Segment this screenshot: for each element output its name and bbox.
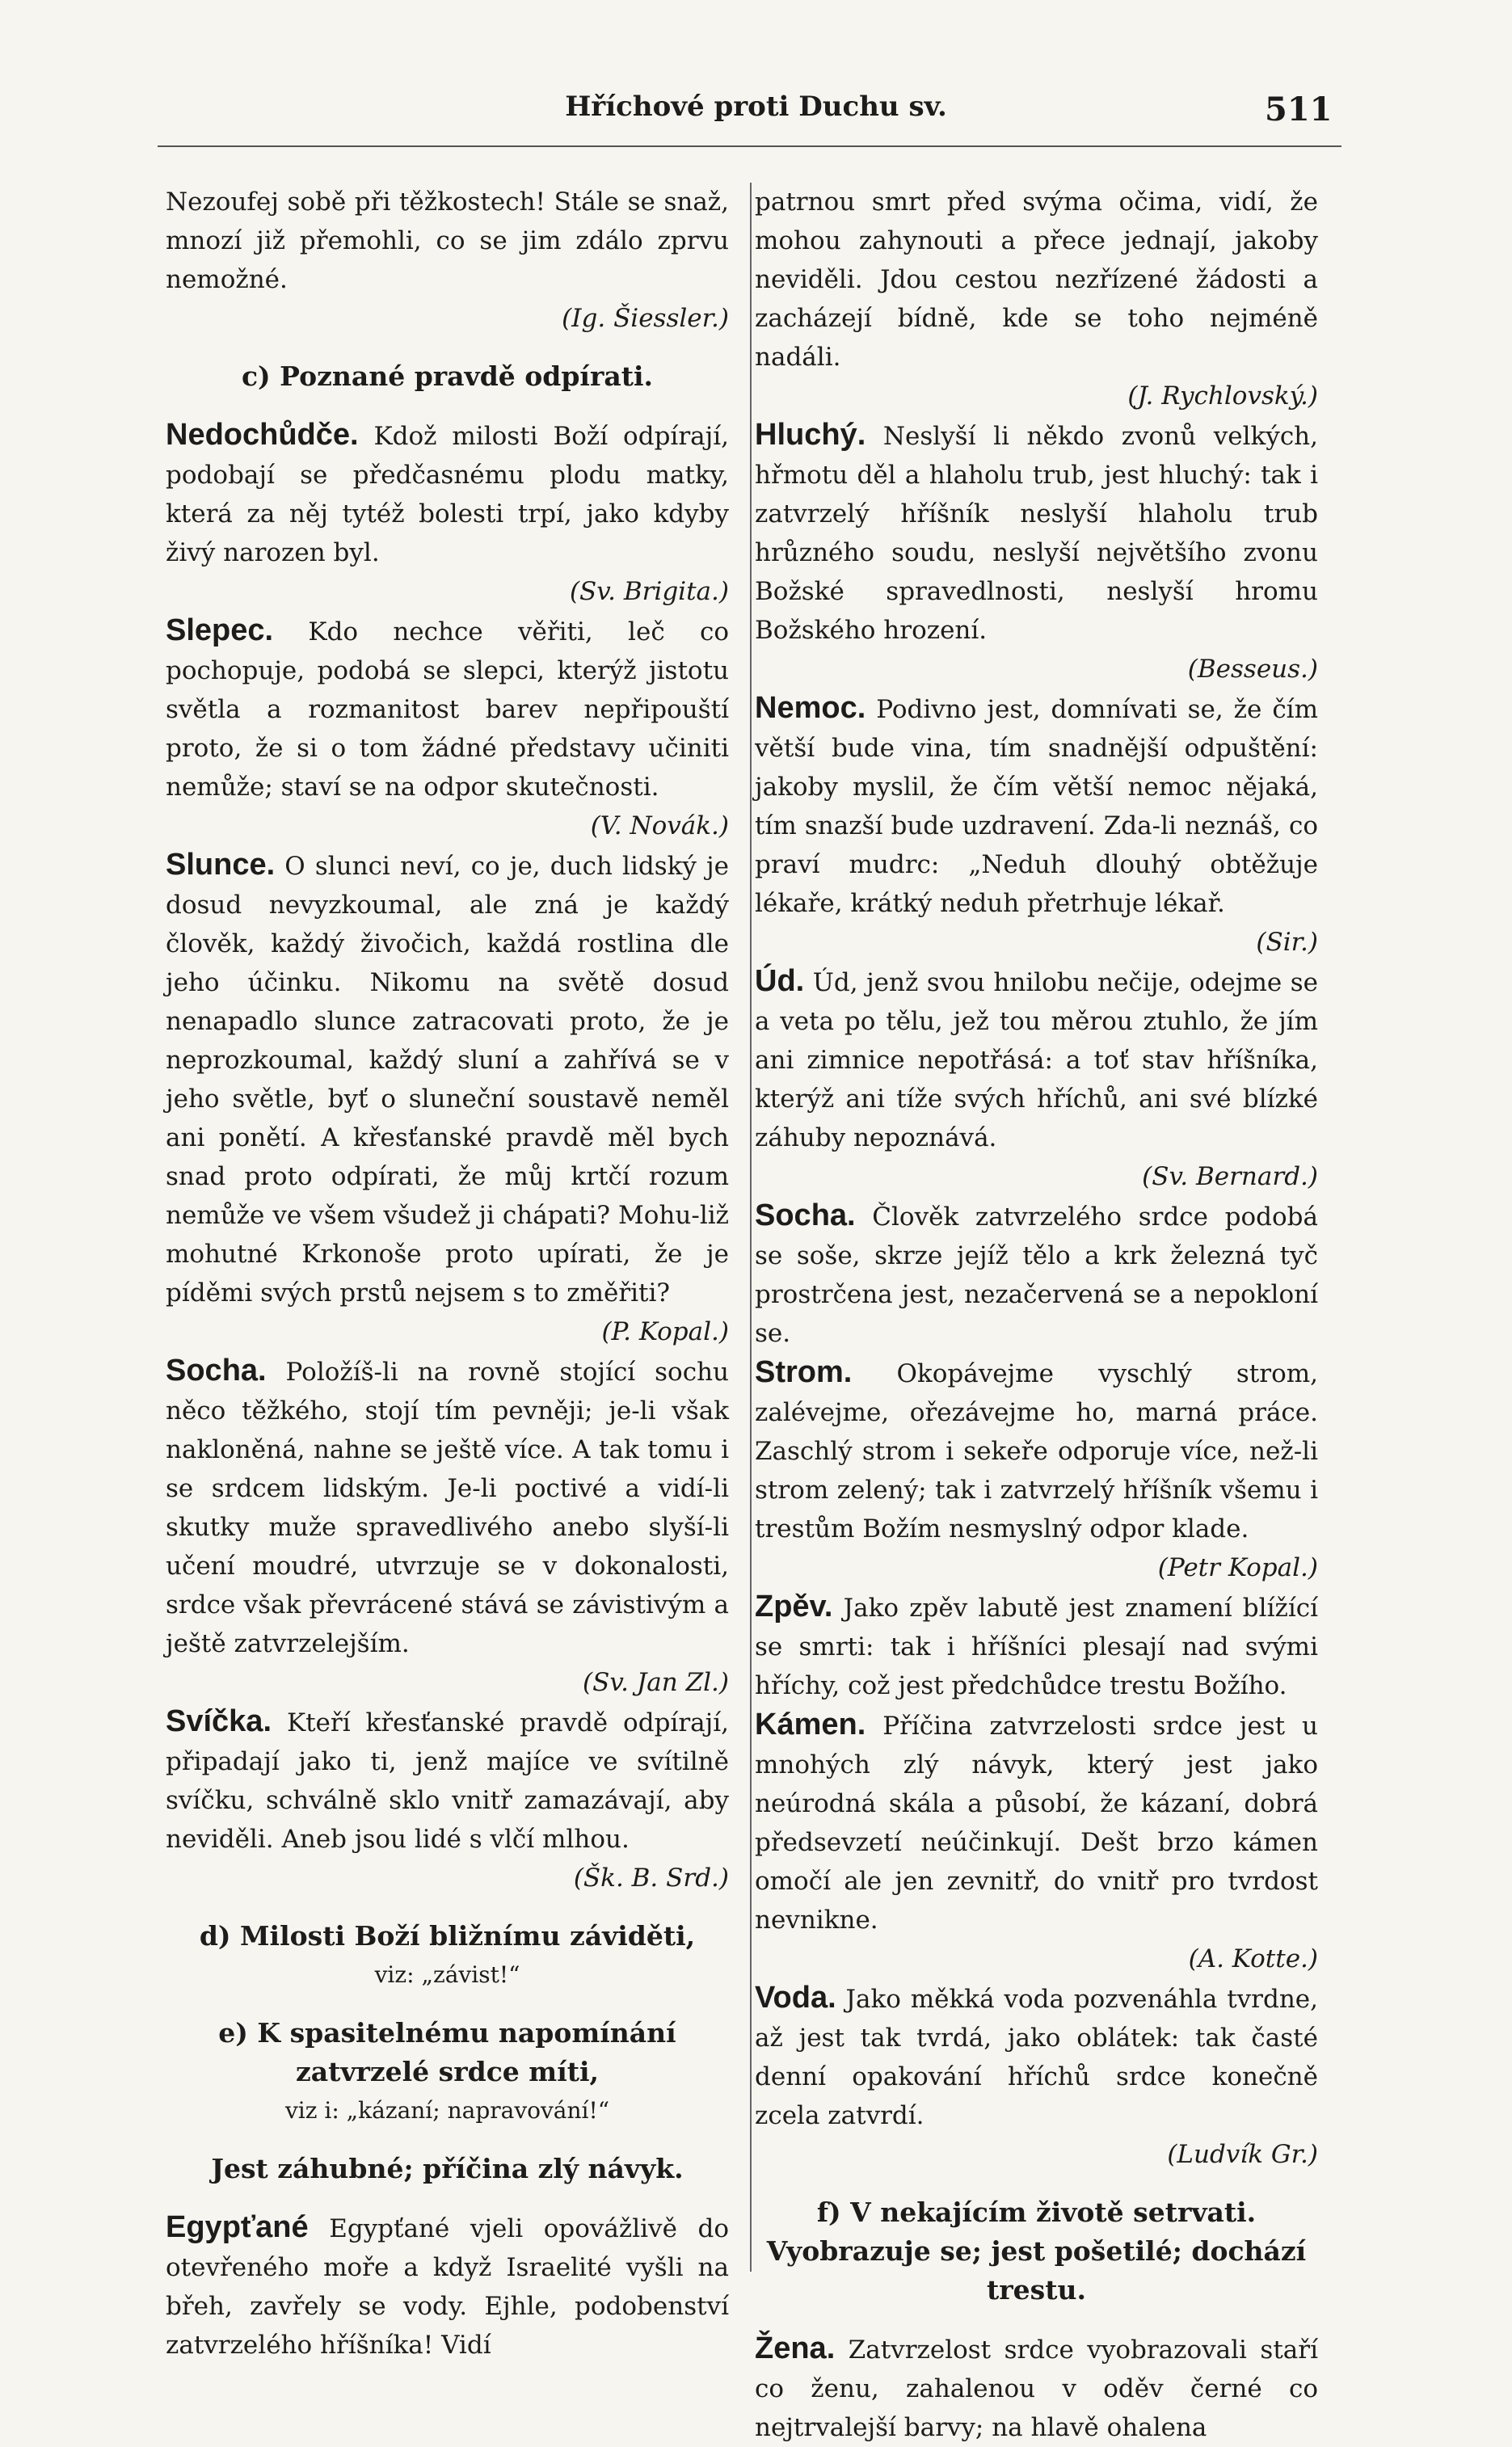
entry-keyword: Nedochůdče. (166, 418, 359, 452)
entry-text: O slunci neví, co je, duch lidský je dosud nevyzkoumal, ale zná je každý člověk, každý živočich, každá rostlina dle jeho účinku. Nikomu na světě dosud nenapadlo slunce zatracovati proto, že je neprozkoumal, každý sluní a zahřívá se v jeho světle, byť o sluneční soustavě neměl ani ponětí. A křesťanské pravdě měl bych snad proto odpírati, že můj krtčí rozum nemůže ve všem všudež ji chápati? Mohu-liž mohutné Krkonoše proto upírati, že je píděmi svých prstů nejsem s to změřiti? (166, 852, 729, 1308)
source-citation: (Sv. Bernard.) (1142, 1162, 1318, 1191)
entry-text: Kteří křesťanské pravdě odpírají, připadají jako ti, jenž majíce ve svítilně svíčku, schválně sklo vnitř zamazávají, aby neviděli. Aneb jsou lidé s vlčí mlhou. (166, 1708, 730, 1854)
section-heading: f) V nekajícím životě setrvati. Vyobrazuje se; jest pošetilé; dochází trestu. (766, 2196, 1307, 2306)
entry-keyword: Úd. (755, 964, 805, 998)
right-column (755, 183, 1318, 2447)
entry-keyword: Slunce. (166, 848, 276, 882)
running-title: Hříchové proti Duchu sv. (565, 91, 947, 123)
section-heading (166, 1917, 729, 1994)
column-separator (750, 183, 752, 2272)
entry (755, 1353, 1318, 1587)
entry-keyword: Strom. (755, 1355, 853, 1389)
entry (166, 611, 729, 845)
entry-keyword: Egypťané (166, 2210, 309, 2244)
entry (166, 845, 729, 1351)
entry (166, 415, 729, 611)
entry-keyword: Hluchý. (755, 418, 866, 452)
source-citation: (J. Rychlovský.) (1127, 381, 1318, 411)
entry (166, 2208, 729, 2365)
cross-reference: viz i: „kázaní; napravování!“ (284, 2097, 610, 2124)
entry-keyword: Kámen. (755, 1708, 866, 1742)
source-citation: (Sv. Brigita.) (569, 577, 729, 606)
entry-keyword: Svíčka. (166, 1704, 272, 1738)
section-title: e) K spasitelnému napomínání zatvrzelé srdce míti, (218, 2017, 676, 2087)
entry (755, 2329, 1318, 2447)
source-citation: (Ig. Šiessler.) (562, 304, 729, 333)
entry-keyword: Zpěv. (755, 1590, 833, 1624)
entry-text: Člověk zatvrzelého srdce podobá se soše, skrze jejíž tělo a krk železná tyč prostrčena jest, nezačervená se a nepokloní se. (755, 1202, 1319, 1348)
cross-reference: viz: „závist!“ (374, 1961, 520, 1988)
page-header (0, 91, 1512, 139)
entry-text: patrnou smrt před svýma očima, vidí, že mohou zahynouti a přece jednají, jakoby neviděli. Jdou cestou nezřízené žádosti a zacházejí bídně, kde se toho nejméně nadáli. (755, 187, 1318, 372)
entry-text: Neslyší li někdo zvonů velkých, hřmotu děl a hlaholu trub, jest hluchý: tak i zatvrzelý hříšník neslyší hlaholu trub hrůzného soudu, neslyší největšího zvonu Božské spravedlnosti, neslyší hromu Božského hrození. (755, 422, 1319, 645)
subsection-line: Jest záhubné; příčina zlý návyk. (211, 2153, 684, 2184)
source-citation: (V. Novák.) (590, 811, 729, 840)
source-citation: (P. Kopal.) (601, 1317, 729, 1346)
page-number: 511 (1265, 91, 1333, 128)
entry (166, 1351, 729, 1702)
entry (755, 1196, 1318, 1353)
section-title: d) Milosti Boží bližnímu záviděti, (199, 1920, 696, 1952)
entry-keyword: Nemoc. (755, 691, 866, 725)
entry-text: Příčina zatvrzelosti srdce jest u mnohých zlý návyk, který jest jako neúrodná skála a působí, že kázaní, dobrá předsevzetí neúčinkují. Dešt brzo kámen omočí ale jen zevnitř, do vnitř pro tvrdost nevnikne. (755, 1712, 1318, 1935)
entry-text: Podivno jest, domnívati se, že čím větší bude vina, tím snadnější odpuštění: jakoby myslil, že čím větší nemoc nějaká, tím snazší bude uzdravení. Zda-li neznáš, co praví mudrc: „Neduh dlouhý obtěžuje lékaře, krátký neduh přetrhuje lékař. (755, 695, 1318, 918)
entry (755, 1978, 1318, 2174)
entry-text: Položíš-li na rovně stojící sochu něco těžkého, stojí tím pevněji; je-li však nakloněná, nahne se ještě více. A tak tomu i se srdcem lidským. Je-li poctivé a vidí-li skutky muže spravedlivého anebo slyší-li učení moudré, utvrzuje se v dokonalosti, srdce však převrácené stává se závistivým a ještě zatvrzelejším. (166, 1358, 730, 1658)
entry-text: Jako zpěv labutě jest znamení blížící se smrti: tak i hříšníci plesají nad svými hříchy, což jest předchůdce trestu Božího. (755, 1594, 1319, 1700)
entry-text: Okopávejme vyschlý strom, zalévejme, ořezávejme ho, marná práce. Zaschlý strom i sekeře odporuje více, než-li strom zelený; tak i zatvrzelý hříšník všemu i trestům Božím nesmyslný odpor klade. (755, 1359, 1318, 1544)
section-heading: c) Poznané pravdě odpírati. (241, 360, 654, 392)
entry (755, 415, 1318, 689)
entry (755, 962, 1318, 1196)
paragraph (166, 183, 729, 338)
paragraph (755, 183, 1318, 415)
header-rule (158, 145, 1341, 147)
entry-text: Kdo nechce věřiti, leč co pochopuje, podobá se slepci, kterýž jistotu světla a rozmanitost barev nepřipouští proto, že si o tom žádné představy učiniti nemůže; staví se na odpor skutečnosti. (166, 617, 729, 802)
entry (755, 1705, 1318, 1978)
source-citation: (A. Kotte.) (1188, 1944, 1318, 1973)
source-citation: (Sv. Jan Zl.) (582, 1668, 729, 1697)
source-citation: (Ludvík Gr.) (1167, 2140, 1318, 2169)
entry-text: Jako měkká voda pozvenáhla tvrdne, až jest tak tvrdá, jako oblátek: tak časté denní opakování hříchů srdce konečně zcela zatvrdí. (755, 1985, 1318, 2130)
entry-text: Úd, jenž svou hnilobu nečije, odejme se a veta po tělu, jež tou měrou ztuhlo, že jím ani zimnice nepotřásá: a toť stav hříšníka, kterýž ani tíže svých hříchů, ani své blízké záhuby nepoznává. (755, 968, 1318, 1152)
source-citation: (Besseus.) (1187, 655, 1318, 684)
entry-keyword: Socha. (166, 1354, 267, 1388)
left-column (166, 183, 729, 2365)
entry-keyword: Slepec. (166, 613, 274, 647)
entry-keyword: Socha. (755, 1198, 856, 1232)
entry-text: Egypťané vjeli opovážlivě do otevřeného moře a když Israelité vyšli na břeh, zavřely se vody. Ejhle, podobenství zatvrzelého hříšníka! Vidí (166, 2214, 730, 2360)
entry (166, 1702, 729, 1897)
source-citation: (Petr Kopal.) (1157, 1553, 1318, 1582)
entry-text: Kdož milosti Boží odpírají, podobají se předčasnému plodu matky, která za něj tytéž bolesti trpí, jako kdyby živý narozen byl. (166, 422, 730, 567)
entry (755, 1587, 1318, 1705)
entry-keyword: Voda. (755, 1981, 836, 2015)
entry-keyword: Žena. (755, 2331, 836, 2365)
source-citation: (Sir.) (1256, 928, 1318, 957)
entry (755, 689, 1318, 962)
source-citation: (Šk. B. Srd.) (573, 1864, 729, 1893)
entry-text: Zatvrzelost srdce vyobrazovali staří co ženu, zahalenou v oděv černé co nejtrvalejší barvy; na hlavě ohalena (755, 2335, 1318, 2442)
entry-text: Nezoufej sobě při těžkostech! Stále se snaž, mnozí již přemohli, co se jim zdálo zprvu nemožné. (166, 187, 729, 294)
section-heading (166, 2014, 729, 2130)
